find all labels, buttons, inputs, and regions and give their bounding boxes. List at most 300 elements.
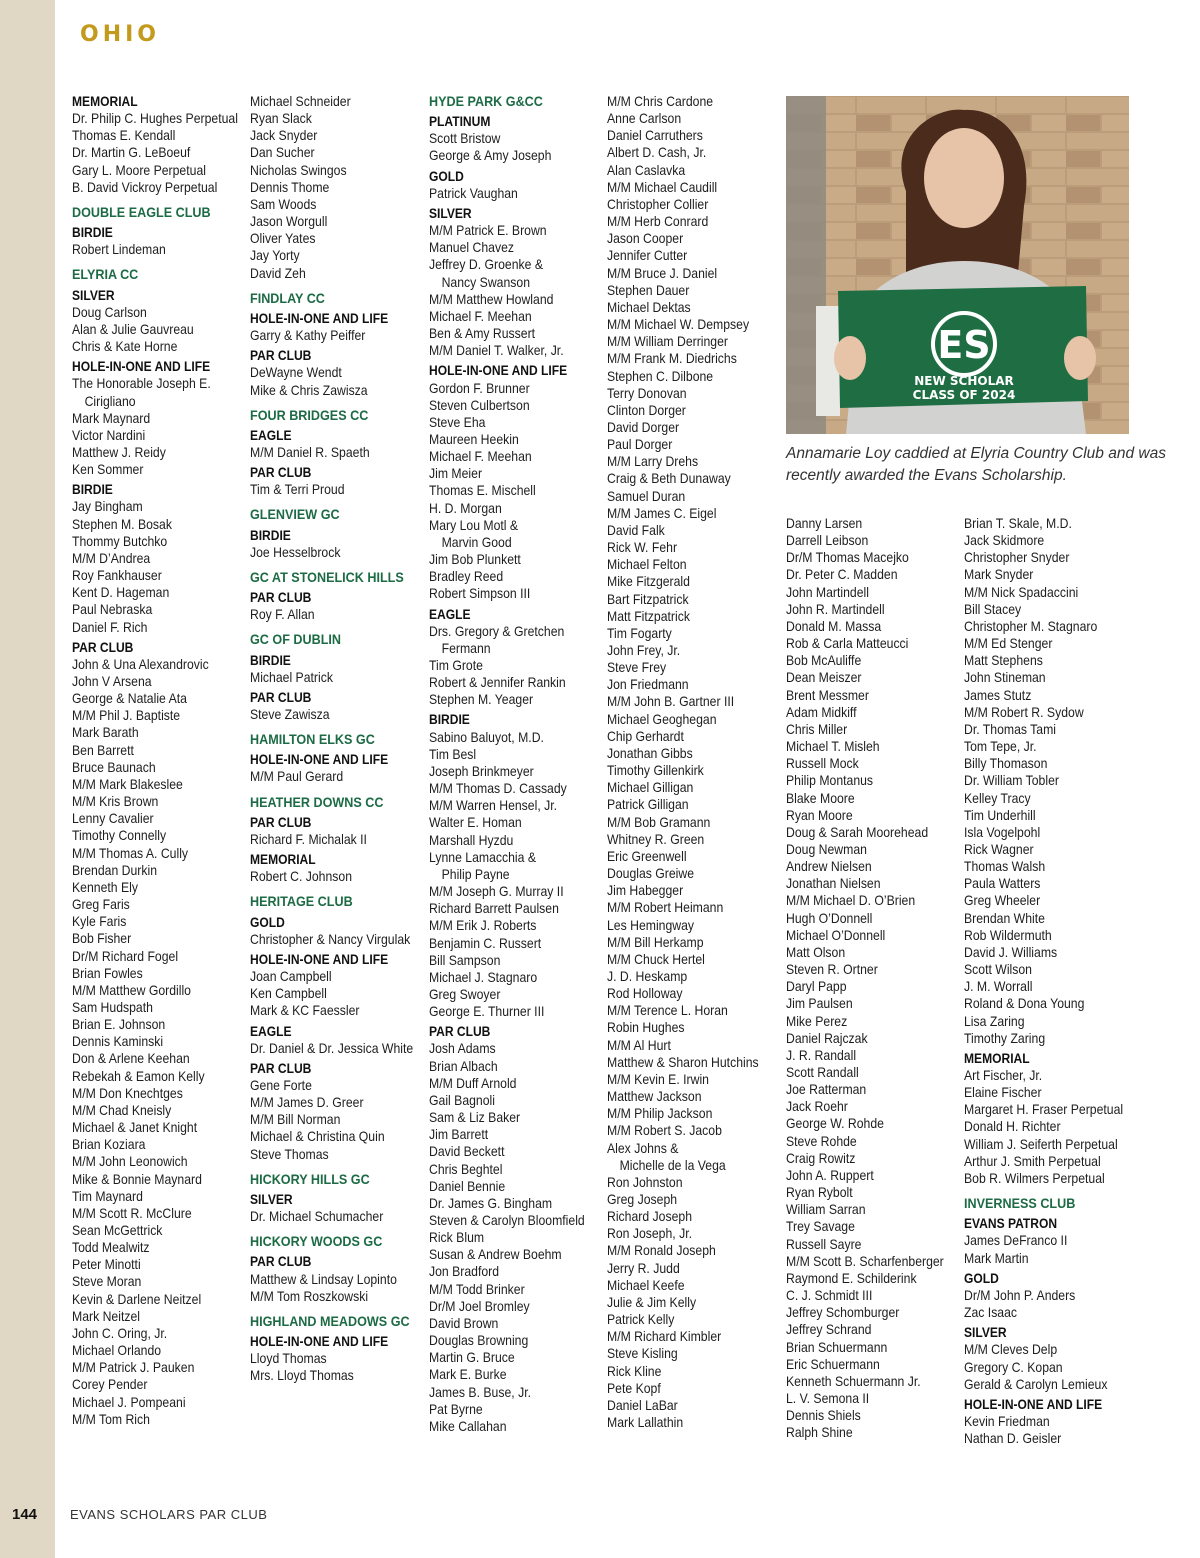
donor-name: Walter E. Homan — [429, 815, 522, 831]
donor-name: Donald M. Massa — [786, 618, 882, 634]
donor-name: John V Arsena — [72, 674, 152, 689]
donor-name: Dr. Thomas Tami — [964, 721, 1057, 737]
donor-name: Bill Stacey — [964, 601, 1022, 617]
donor-name: Tim Grote — [429, 658, 483, 673]
donor-name: Nathan D. Geisler — [964, 1431, 1062, 1447]
donor-name: Dr. Michael Schumacher — [250, 1209, 384, 1225]
donor-name: Jack Snyder — [250, 128, 318, 144]
level-heading: PLATINUM — [429, 114, 491, 130]
donor-name: M/M Chuck Hertel — [607, 951, 705, 967]
donor-name: Dennis Kaminski — [72, 1034, 164, 1050]
donor-name: Jim Meier — [429, 466, 483, 482]
donor-name: Ryan Moore — [786, 807, 853, 823]
level-heading: GOLD — [429, 168, 464, 184]
donor-name: Mark Maynard — [72, 410, 151, 426]
donor-name: Matt Stephens — [964, 653, 1043, 669]
donor-name: John Frey, Jr. — [607, 643, 681, 658]
donor-name: Gregory C. Kopan — [964, 1359, 1063, 1375]
donor-name: Mike Callahan — [429, 1418, 507, 1434]
level-heading: HOLE-IN-ONE AND LIFE — [429, 363, 568, 379]
donor-name: Jim Paulsen — [786, 996, 853, 1012]
donor-name: Craig Rowitz — [786, 1150, 856, 1166]
donor-name: Mark & KC Faessler — [250, 1003, 360, 1019]
donor-name: M/M Nick Spadaccini — [964, 584, 1079, 600]
donor-name: L. V. Semona II — [786, 1390, 870, 1406]
donor-name: Jack Roehr — [786, 1099, 848, 1115]
donor-name: M/M Matthew Howland — [429, 291, 554, 307]
donor-name: Steve Kisling — [607, 1346, 678, 1362]
donor-name: Doug Newman — [786, 841, 867, 857]
club-heading: GLENVIEW GC — [250, 506, 340, 523]
club-heading: GC AT STONELICK HILLS — [250, 568, 404, 585]
donor-name: M/M Robert Heimann — [607, 900, 724, 916]
club-heading: HICKORY WOODS GC — [250, 1233, 383, 1250]
donor-name: M/M Matthew Gordillo — [72, 982, 191, 998]
donor-name: Scott Randall — [786, 1065, 859, 1080]
donor-name: Russell Sayre — [786, 1236, 862, 1252]
donor-name: Kevin & Darlene Neitzel — [72, 1291, 202, 1307]
donor-name: Kevin Friedman — [964, 1413, 1050, 1429]
donor-name: Matthew J. Reidy — [72, 444, 166, 460]
donor-name: Jonathan Nielsen — [786, 876, 881, 892]
level-heading: MEMORIAL — [964, 1050, 1030, 1066]
donor-name: James B. Buse, Jr. — [429, 1384, 531, 1400]
donor-name: Greg Swoyer — [429, 986, 501, 1002]
donor-name: Matt Olson — [786, 944, 846, 960]
donor-name: Sam & Liz Baker — [429, 1110, 521, 1126]
donor-name: M/M D’Andrea — [72, 550, 151, 566]
donor-name: Mrs. Lloyd Thomas — [250, 1368, 354, 1384]
donor-name: Gary L. Moore Perpetual — [72, 162, 206, 178]
donor-name: Dean Meiszer — [786, 670, 862, 686]
club-heading: DOUBLE EAGLE CLUB — [72, 203, 211, 220]
page-sidebar — [0, 0, 55, 1558]
donor-name: Maureen Heekin — [429, 431, 519, 447]
footer-label: EVANS SCHOLARS PAR CLUB — [70, 1507, 268, 1522]
donor-name: Christopher Collier — [607, 196, 709, 212]
donor-name: Jim Habegger — [607, 883, 684, 899]
donor-name: Rick Kline — [607, 1363, 662, 1379]
level-heading: HOLE-IN-ONE AND LIFE — [250, 752, 389, 768]
donor-name: M/M Ed Stenger — [964, 636, 1053, 652]
donor-name: Timothy Zaring — [964, 1030, 1046, 1046]
level-heading: PAR CLUB — [72, 639, 134, 655]
donor-name: Daniel Bennie — [429, 1178, 506, 1194]
donor-name: Don & Arlene Keehan — [72, 1051, 190, 1067]
donor-name: Jon Friedmann — [607, 677, 689, 693]
level-heading: MEMORIAL — [72, 94, 138, 109]
donor-name: Chris Miller — [786, 721, 848, 737]
donor-name: Zac Isaac — [964, 1305, 1018, 1321]
donor-name: Christopher Snyder — [964, 550, 1070, 566]
donor-name: J. M. Worrall — [964, 979, 1033, 995]
level-heading: BIRDIE — [250, 652, 291, 668]
donor-name: Margaret H. Fraser Perpetual — [964, 1102, 1124, 1118]
donor-name: Billy Thomason — [964, 756, 1048, 772]
donor-name: Donald H. Richter — [964, 1119, 1061, 1135]
donor-name: Albert D. Cash, Jr. — [607, 145, 707, 161]
donor-name: Alan Caslavka — [607, 162, 686, 178]
donor-name: George & Amy Joseph — [429, 148, 552, 164]
donor-name: Mike Perez — [786, 1013, 848, 1029]
donor-name: M/M Herb Conrard — [607, 214, 709, 230]
donor-name: Dr. Martin G. LeBoeuf — [72, 145, 191, 161]
donor-name: Blake Moore — [786, 790, 855, 806]
donor-column-6 — [964, 515, 1122, 1447]
level-heading: HOLE-IN-ONE AND LIFE — [250, 310, 389, 326]
donor-name: Jay Bingham — [72, 499, 143, 515]
donor-name: Greg Wheeler — [964, 893, 1041, 909]
donor-name: Tim Fogarty — [607, 625, 672, 641]
donor-name: M/M Tom Rich — [72, 1411, 150, 1427]
donor-name: Rick Wagner — [964, 841, 1034, 857]
donor-name: Douglas Greiwe — [607, 866, 695, 882]
donor-name: Richard F. Michalak II — [250, 831, 367, 847]
donor-name: Doug & Sarah Moorehead — [786, 824, 929, 840]
donor-name: John & Una Alexandrovic — [72, 656, 209, 672]
donor-name: Matthew Jackson — [607, 1089, 702, 1105]
donor-name: Steven & Carolyn Bloomfield — [429, 1213, 585, 1228]
donor-name: Michael & Christina Quin — [250, 1129, 385, 1145]
donor-name: Michael T. Misleh — [786, 739, 880, 755]
donor-name: Julie & Jim Kelly — [607, 1294, 697, 1310]
donor-name: M/M Scott B. Scharfenberger — [786, 1253, 944, 1269]
donor-name: Benjamin C. Russert — [429, 935, 542, 951]
donor-name: Nicholas Swingos — [250, 162, 347, 178]
donor-name: Brian E. Johnson — [72, 1017, 166, 1033]
donor-name: David Falk — [607, 522, 665, 538]
donor-name: Matthew & Sharon Hutchins — [607, 1054, 759, 1070]
donor-name: M/M Al Hurt — [607, 1037, 671, 1053]
donor-name: Adam Midkiff — [786, 704, 857, 720]
level-heading: PAR CLUB — [250, 590, 312, 606]
donor-name: Daryl Papp — [786, 979, 847, 995]
donor-name: M/M Patrick E. Brown — [429, 223, 547, 239]
donor-name: Tim Besl — [429, 746, 477, 762]
donor-name: John Martindell — [786, 584, 869, 600]
donor-name: Eric Greenwell — [607, 848, 687, 864]
donor-name: DeWayne Wendt — [250, 365, 342, 381]
donor-name: M/M Thomas A. Cully — [72, 845, 189, 861]
donor-name: Lisa Zaring — [964, 1013, 1025, 1029]
donor-name: M/M Richard Kimbler — [607, 1329, 722, 1345]
donor-name: Patrick Kelly — [607, 1312, 675, 1328]
donor-name: James DeFranco II — [964, 1233, 1068, 1249]
donor-name: Jon Bradford — [429, 1264, 500, 1280]
club-heading: HEATHER DOWNS CC — [250, 793, 384, 810]
donor-name: Danny Larsen — [786, 516, 863, 531]
donor-name: Anne Carlson — [607, 111, 682, 127]
donor-name: Dennis Thome — [250, 179, 330, 195]
donor-name: M/M Philip Jackson — [607, 1106, 713, 1122]
donor-name: William Sarran — [786, 1202, 866, 1218]
donor-name: M/M James C. Eigel — [607, 505, 717, 521]
donor-name: Kenneth Ely — [72, 879, 138, 895]
donor-name: Raymond E. Schilderink — [786, 1270, 917, 1286]
level-heading: HOLE-IN-ONE AND LIFE — [72, 359, 211, 375]
donor-name: Dr. James G. Bingham — [429, 1195, 553, 1211]
donor-name: John C. Oring, Jr. — [72, 1325, 168, 1341]
donor-name: Robert & Jennifer Rankin — [429, 675, 566, 691]
donor-name: Kenneth Schuermann Jr. — [786, 1373, 921, 1389]
donor-name: Joe Hesselbrock — [250, 544, 341, 560]
donor-name: Dr. Peter C. Madden — [786, 567, 898, 583]
donor-name: Richard Barrett Paulsen — [429, 901, 559, 917]
donor-name: Robin Hughes — [607, 1020, 685, 1036]
club-heading: FOUR BRIDGES CC — [250, 406, 369, 423]
state-title: OHIO — [80, 22, 161, 47]
donor-name: Rod Holloway — [607, 986, 683, 1002]
donor-name: Steve Zawisza — [250, 707, 330, 722]
donor-name: Tim & Terri Proud — [250, 482, 345, 498]
club-heading: HIGHLAND MEADOWS GC — [250, 1312, 410, 1329]
donor-name: M/M Scott R. McClure — [72, 1205, 192, 1221]
club-heading: INVERNESS CLUB — [964, 1195, 1076, 1212]
donor-name: Timothy Gillenkirk — [607, 763, 704, 779]
donor-name: Roland & Dona Young — [964, 996, 1085, 1012]
level-heading: MEMORIAL — [250, 852, 316, 868]
donor-name: M/M Patrick J. Pauken — [72, 1360, 195, 1376]
donor-name: Jeffrey D. Groenke & — [429, 257, 544, 273]
donor-name: Steve Frey — [607, 660, 667, 676]
donor-name: M/M Robert S. Jacob — [607, 1123, 722, 1139]
donor-name: Robert Lindeman — [72, 242, 166, 258]
donor-name: Brian T. Skale, M.D. — [964, 516, 1072, 531]
donor-name: Chris & Kate Horne — [72, 339, 178, 355]
donor-name: Richard Joseph — [607, 1209, 693, 1225]
donor-name: Terry Donovan — [607, 385, 687, 401]
donor-name: M/M Bob Gramann — [607, 814, 711, 830]
donor-name: M/M Warren Hensel, Jr. — [429, 798, 558, 814]
donor-name: M/M Chad Kneisly — [72, 1102, 172, 1118]
donor-name: Mike & Chris Zawisza — [250, 382, 368, 398]
donor-name: Roy F. Allan — [250, 607, 315, 623]
donor-name: Kyle Faris — [72, 914, 127, 930]
donor-name: John Stineman — [964, 670, 1046, 686]
level-heading: HOLE-IN-ONE AND LIFE — [250, 951, 389, 967]
donor-name: Andrew Nielsen — [786, 859, 872, 875]
donor-name: Sam Woods — [250, 196, 317, 212]
donor-name: Lenny Cavalier — [72, 811, 154, 827]
donor-name: Whitney R. Green — [607, 831, 705, 847]
donor-name: Thomas E. Mischell — [429, 483, 536, 499]
donor-name: Mark Barath — [72, 725, 139, 741]
donor-name: Alan & Julie Gauvreau — [72, 321, 194, 337]
donor-column-4 — [607, 93, 765, 1431]
donor-name: J. D. Heskamp — [607, 968, 688, 984]
donor-name: Clinton Dorger — [607, 402, 686, 418]
donor-name: Bill Sampson — [429, 952, 501, 968]
donor-name: Michael Patrick — [250, 669, 333, 685]
donor-name: M/M Todd Brinker — [429, 1281, 525, 1297]
donor-name: M/M John Leonowich — [72, 1154, 188, 1170]
donor-name: H. D. Morgan — [429, 500, 502, 516]
donor-name: Garry & Kathy Peiffer — [250, 328, 366, 344]
donor-name: Daniel Rajczak — [786, 1030, 868, 1046]
donor-name: M/M Joseph G. Murray II — [429, 884, 564, 900]
donor-name: Bob McAuliffe — [786, 653, 862, 669]
donor-name: Greg Faris — [72, 897, 130, 913]
donor-name: Bruce Baunach — [72, 759, 156, 775]
donor-name: Ken Sommer — [72, 462, 144, 478]
donor-name: Darrell Leibson — [786, 533, 869, 549]
donor-column-5 — [786, 515, 944, 1441]
donor-name: Dan Sucher — [250, 145, 315, 161]
donor-name: Steve Moran — [72, 1274, 142, 1290]
donor-name: George & Natalie Ata — [72, 691, 187, 707]
donor-name: Scott Bristow — [429, 131, 501, 147]
donor-name: Jerry R. Judd — [607, 1260, 680, 1276]
donor-name: M/M Larry Drehs — [607, 454, 699, 470]
donor-name: Chris Beghtel — [429, 1161, 503, 1177]
donor-name: George W. Rohde — [786, 1116, 884, 1132]
donor-name: Christopher & Nancy Virgulak — [250, 931, 411, 947]
donor-name: C. J. Schmidt III — [786, 1288, 873, 1304]
donor-name: Martin G. Bruce — [429, 1350, 515, 1366]
flag-logo-text: ES — [937, 323, 991, 367]
donor-name: Douglas Browning — [429, 1333, 529, 1349]
club-heading: GC OF DUBLIN — [250, 631, 341, 648]
donor-name: Gail Bagnoli — [429, 1092, 495, 1108]
page-number: 144 — [12, 1506, 38, 1523]
donor-name: M/M Michael D. O’Brien — [786, 893, 916, 909]
level-heading: BIRDIE — [72, 225, 113, 241]
donor-name: Jack Skidmore — [964, 533, 1045, 549]
donor-name: John A. Ruppert — [786, 1167, 874, 1183]
donor-name: Philip Montanus — [786, 773, 874, 789]
donor-name: Steven R. Ortner — [786, 962, 878, 978]
donor-name: M/M Michael Caudill — [607, 179, 718, 195]
level-heading: SILVER — [72, 287, 115, 303]
donor-name: M/M Don Knechtges — [72, 1085, 183, 1101]
donor-name: Stephen Dauer — [607, 282, 690, 298]
donor-name: Mike & Bonnie Maynard — [72, 1171, 202, 1187]
donor-name: Patrick Vaughan — [429, 185, 518, 201]
donor-name: Tim Maynard — [72, 1188, 143, 1204]
donor-name: M/M James D. Greer — [250, 1095, 364, 1111]
donor-name: Timothy Connelly — [72, 828, 167, 844]
donor-name: Samuel Duran — [607, 488, 686, 504]
donor-name: David Brown — [429, 1315, 499, 1331]
donor-name: Jeffrey Schrand — [786, 1322, 872, 1338]
donor-name: Jay Yorty — [250, 248, 300, 264]
donor-name: Oliver Yates — [250, 231, 316, 247]
donor-name: Roy Fankhauser — [72, 568, 162, 584]
donor-name: Craig & Beth Dunaway — [607, 471, 731, 487]
donor-name: Manuel Chavez — [429, 240, 515, 256]
donor-name: Michael & Janet Knight — [72, 1120, 198, 1136]
donor-name: M/M Bill Herkamp — [607, 934, 704, 950]
donor-name: Tom Tepe, Jr. — [964, 739, 1037, 755]
donor-name: Chip Gerhardt — [607, 728, 684, 744]
donor-column-2 — [250, 93, 414, 1384]
donor-name: Mark Martin — [964, 1250, 1029, 1266]
donor-column-1 — [72, 93, 238, 1428]
donor-name: Michael J. Stagnaro — [429, 969, 538, 985]
donor-name: Robert C. Johnson — [250, 869, 353, 885]
donor-name: Steve Thomas — [250, 1146, 329, 1162]
donor-name: Michael J. Pompeani — [72, 1394, 186, 1410]
donor-name: William J. Seiferth Perpetual — [964, 1136, 1118, 1152]
level-heading: PAR CLUB — [250, 689, 312, 705]
donor-name: Michael Geoghegan — [607, 711, 717, 727]
level-heading: SILVER — [250, 1191, 293, 1207]
donor-name: Brian Koziara — [72, 1137, 146, 1153]
club-heading: HERITAGE CLUB — [250, 893, 353, 910]
donor-name: Corey Pender — [72, 1377, 148, 1393]
donor-name: Ben & Amy Russert — [429, 326, 536, 342]
donor-name: M/M Mark Blakeslee — [72, 776, 183, 792]
donor-name: M/M Daniel T. Walker, Jr. — [429, 343, 564, 359]
donor-name: Michael Orlando — [72, 1343, 162, 1359]
donor-name: Scott Wilson — [964, 962, 1032, 978]
photo-caption: Annamarie Loy caddied at Elyria Country Club and was recently awarded the Evans Scholarship. — [786, 445, 1166, 484]
donor-name-continued: Cirigliano — [84, 393, 136, 409]
donor-name: Ken Campbell — [250, 986, 327, 1002]
donor-name: M/M Frank M. Diedrichs — [607, 351, 737, 367]
donor-name: Patrick Gilligan — [607, 797, 689, 813]
donor-name: Mike Fitzgerald — [607, 574, 690, 590]
donor-name: Steve Rohde — [786, 1133, 857, 1149]
donor-name: M/M Cleves Delp — [964, 1342, 1058, 1358]
donor-name: Jason Cooper — [607, 231, 684, 247]
donor-name: James Stutz — [964, 687, 1032, 703]
donor-name: B. David Vickroy Perpetual — [72, 179, 218, 195]
club-heading: HYDE PARK G&CC — [429, 93, 543, 109]
donor-name: M/M William Derringer — [607, 334, 728, 350]
donor-name: Stephen M. Bosak — [72, 516, 172, 532]
donor-name: Brian Albach — [429, 1058, 498, 1074]
donor-name: Dr/M John P. Anders — [964, 1287, 1076, 1303]
donor-name: David Dorger — [607, 419, 680, 435]
donor-name: Sam Hudspath — [72, 999, 153, 1015]
donor-name: Trey Savage — [786, 1219, 855, 1235]
donor-name: Rob & Carla Matteucci — [786, 636, 909, 652]
donor-name: The Honorable Joseph E. — [72, 376, 211, 392]
donor-name: Kelley Tracy — [964, 790, 1031, 806]
donor-name: Michael Schneider — [250, 94, 351, 109]
level-heading: EAGLE — [429, 606, 471, 622]
club-heading: HAMILTON ELKS GC — [250, 731, 375, 748]
donor-name: Ralph Shine — [786, 1425, 853, 1441]
level-heading: HOLE-IN-ONE AND LIFE — [250, 1334, 389, 1349]
donor-name: Michael O’Donnell — [786, 927, 886, 943]
donor-name: Paul Dorger — [607, 437, 673, 453]
donor-name: Michael Keefe — [607, 1277, 685, 1293]
donor-name: M/M Erik J. Roberts — [429, 918, 537, 934]
donor-name: Ryan Rybolt — [786, 1185, 853, 1201]
donor-name: Paul Nebraska — [72, 602, 153, 618]
donor-name: Peter Minotti — [72, 1257, 141, 1273]
donor-name: Todd Mealwitz — [72, 1240, 150, 1256]
donor-name: M/M Bruce J. Daniel — [607, 265, 718, 281]
donor-name: Gene Forte — [250, 1077, 312, 1093]
donor-name: Sabino Baluyot, M.D. — [429, 729, 544, 745]
level-heading: HOLE-IN-ONE AND LIFE — [964, 1396, 1103, 1412]
club-heading: HICKORY HILLS GC — [250, 1170, 370, 1187]
donor-name: M/M Paul Gerard — [250, 769, 344, 785]
donor-name: Brent Messmer — [786, 687, 869, 703]
donor-name: Ben Barrett — [72, 742, 134, 758]
donor-name: M/M Tom Roszkowski — [250, 1288, 369, 1304]
donor-name: Mark Neitzel — [72, 1308, 140, 1324]
donor-name: Matthew & Lindsay Lopinto — [250, 1271, 397, 1287]
donor-name: Michael F. Meehan — [429, 308, 532, 324]
donor-name: Hugh O’Donnell — [786, 910, 873, 926]
donor-name: Steven Culbertson — [429, 397, 530, 413]
donor-name-continued: Philip Payne — [441, 866, 510, 882]
donor-name: Ron Johnston — [607, 1174, 683, 1190]
